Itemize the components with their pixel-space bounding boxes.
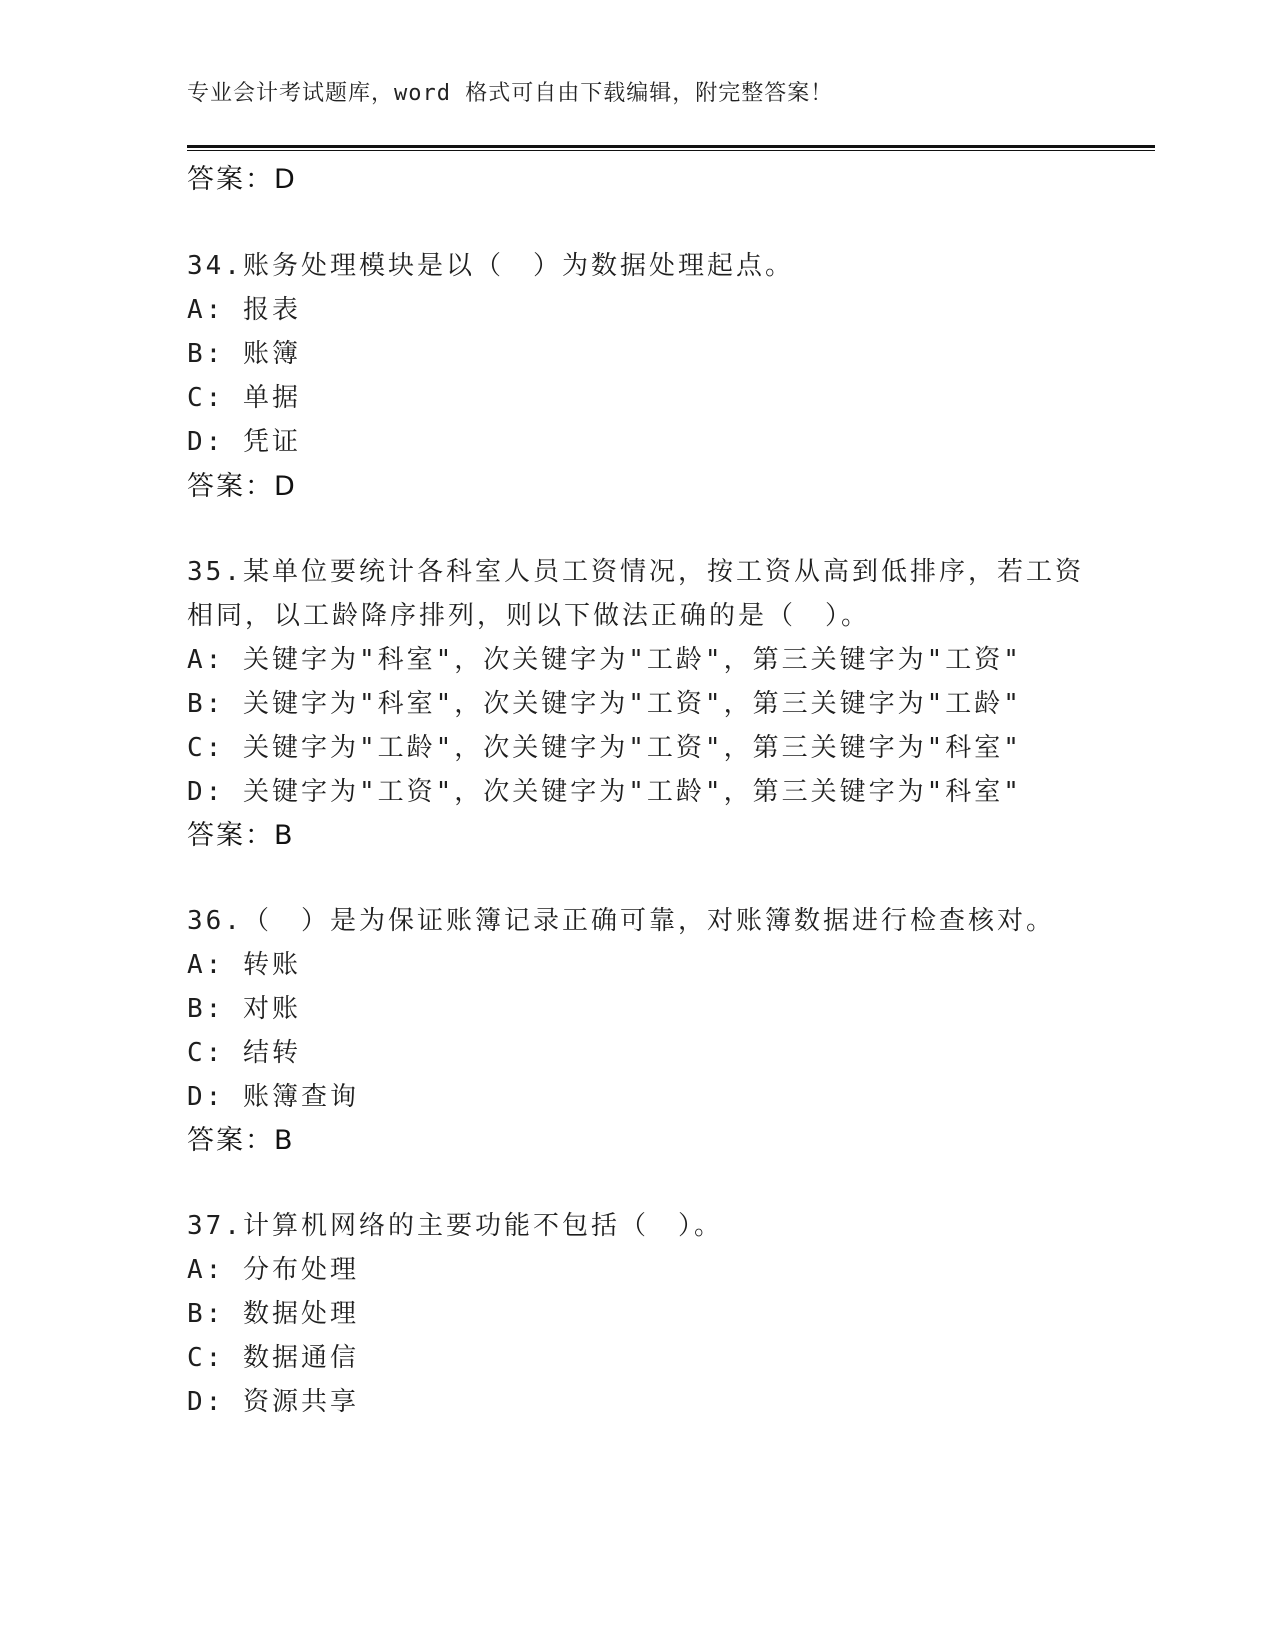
question-35-stem-line1: 35.某单位要统计各科室人员工资情况，按工资从高到低排序，若工资 bbox=[187, 557, 1084, 587]
question-36-answer: 答案：B bbox=[187, 1125, 295, 1156]
question-37-option-a: A: 分布处理 bbox=[187, 1255, 359, 1285]
question-36-stem: 36.（ ）是为保证账簿记录正确可靠，对账簿数据进行检查核对。 bbox=[187, 906, 1055, 936]
question-37-stem: 37.计算机网络的主要功能不包括（ ）。 bbox=[187, 1211, 723, 1241]
question-36-option-b: B: 对账 bbox=[187, 994, 301, 1024]
question-34-answer: 答案：D bbox=[187, 471, 297, 502]
question-37-option-d: D: 资源共享 bbox=[187, 1387, 359, 1417]
question-35-option-b: B: 关键字为"科室"，次关键字为"工资"，第三关键字为"工龄" bbox=[187, 689, 1022, 719]
previous-answer: 答案：D bbox=[187, 164, 297, 195]
question-36-option-c: C: 结转 bbox=[187, 1038, 301, 1068]
page-header: 专业会计考试题库，word 格式可自由下载编辑，附完整答案！ bbox=[187, 81, 834, 106]
question-35-option-d: D: 关键字为"工资"，次关键字为"工龄"，第三关键字为"科室" bbox=[187, 777, 1022, 807]
question-36-option-a: A: 转账 bbox=[187, 950, 301, 980]
question-35-option-c: C: 关键字为"工龄"，次关键字为"工资"，第三关键字为"科室" bbox=[187, 733, 1022, 763]
question-35-answer: 答案：B bbox=[187, 820, 295, 851]
header-rule-thick bbox=[187, 145, 1155, 148]
question-34-option-b: B: 账簿 bbox=[187, 339, 301, 369]
question-35-option-a: A: 关键字为"科室"，次关键字为"工龄"，第三关键字为"工资" bbox=[187, 645, 1022, 675]
question-37-option-c: C: 数据通信 bbox=[187, 1343, 359, 1373]
question-37-option-b: B: 数据处理 bbox=[187, 1299, 359, 1329]
question-34-option-c: C: 单据 bbox=[187, 383, 301, 413]
question-34-option-d: D: 凭证 bbox=[187, 427, 301, 457]
header-rule-thin bbox=[187, 150, 1155, 151]
question-34-option-a: A: 报表 bbox=[187, 295, 301, 325]
question-35-stem-line2: 相同，以工龄降序排列，则以下做法正确的是（ ）。 bbox=[187, 601, 871, 631]
question-36-option-d: D: 账簿查询 bbox=[187, 1082, 359, 1112]
question-34-stem: 34.账务处理模块是以（ ）为数据处理起点。 bbox=[187, 251, 794, 281]
